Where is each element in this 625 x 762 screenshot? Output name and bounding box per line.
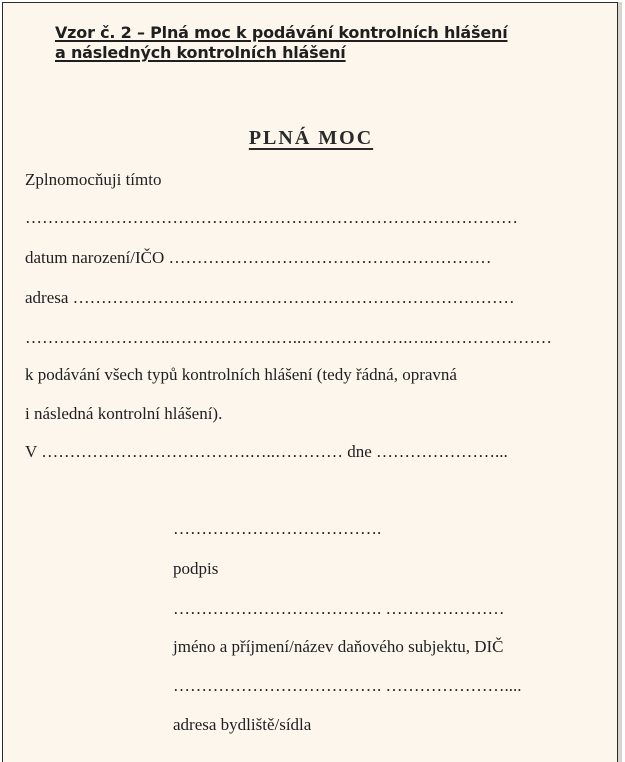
scope-text-line-1: k podávání všech typů kontrolních hlášení (tedy řádná, opravná [25,365,457,384]
residence-line: ………………………………. ………………….... [173,676,522,695]
grantor-label: Zplnomocňuji tímto [25,170,162,189]
document-page [2,2,618,762]
grantor-name-field: …………………………………………………………………………… [25,208,518,227]
section-heading [55,23,507,63]
signature-line: ………………………………. [173,519,382,538]
document-title: PLNÁ MOC [248,127,374,149]
name-dic-label: jméno a příjmení/název daňového subjektu, DIČ [173,637,504,656]
signature-label: podpis [173,559,219,578]
birth-date-ico-field: datum narození/IČO ………………………………………………… [25,248,492,267]
heading-line-2: a následných kontrolních hlášení [55,43,346,62]
heading-line-1: Vzor č. 2 – Plná moc k podávání kontrolních hlášení [55,23,508,42]
name-dic-line: ………………………………. ………………… [173,599,505,618]
residence-label: adresa bydliště/sídla [173,715,312,734]
address-continued-field: ……………………..……………….…..……………….…..………………… [25,328,552,347]
place-date-field: V ……………………………….…..………… dne …………………... [25,442,508,461]
scope-text-line-2: i následná kontrolní hlášení). [25,404,223,423]
address-field: adresa …………………………………………………………………… [25,288,515,307]
